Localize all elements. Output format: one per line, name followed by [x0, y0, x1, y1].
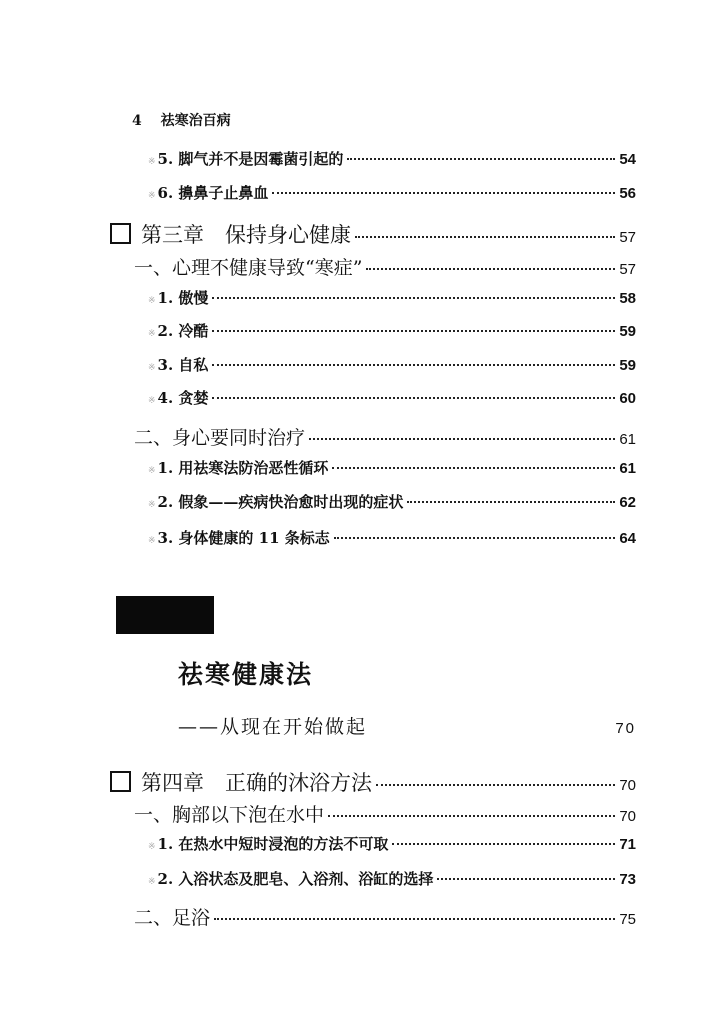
toc-entry-label: 6. 擤鼻子止鼻血 — [157, 184, 269, 202]
toc-page-number: 73 — [619, 871, 636, 888]
dot-leader — [212, 297, 615, 299]
dot-leader — [347, 158, 615, 160]
toc-entry-label: 2. 假象——疾病快治愈时出现的症状 — [157, 493, 404, 511]
toc-section-entry — [134, 800, 636, 827]
toc-entry-label: 1. 傲慢 — [157, 289, 209, 307]
toc-section-entry — [134, 423, 636, 450]
dot-leader — [212, 330, 615, 332]
dot-leader — [212, 397, 615, 399]
toc-section-entry — [134, 253, 636, 280]
toc-entry — [148, 527, 636, 548]
toc-entry-label: 3. 身体健康的 11 条标志 — [157, 529, 330, 547]
toc-section-entry — [134, 903, 636, 930]
toc-entry — [148, 457, 636, 478]
bullet-mark: ※ — [148, 466, 156, 476]
toc-entry-label: 一、胸部以下泡在水中 — [134, 804, 325, 826]
toc-entry-label: 1. 在热水中短时浸泡的方法不可取 — [157, 835, 389, 853]
bullet-mark: ※ — [148, 396, 156, 406]
toc-entry-label: 2. 冷酷 — [157, 322, 209, 340]
running-header — [132, 110, 231, 130]
dot-leader — [437, 878, 615, 880]
bullet-mark: ※ — [148, 191, 156, 201]
toc-page-number: 57 — [619, 229, 636, 246]
header-running-title: 祛寒治百病 — [160, 113, 231, 129]
dot-leader — [334, 537, 616, 539]
toc-entry-label: 4. 贪婪 — [157, 389, 209, 407]
bullet-mark: ※ — [148, 296, 156, 306]
toc-entry-label: 二、身心要同时治疗 — [134, 427, 306, 449]
part-label-block — [116, 596, 214, 634]
dot-leader — [392, 843, 615, 845]
toc-page-number: 57 — [619, 261, 636, 278]
dot-leader — [355, 236, 615, 238]
toc-entry-label: 3. 自私 — [157, 356, 209, 374]
bullet-mark: ※ — [148, 363, 156, 373]
toc-entry — [148, 148, 636, 169]
toc-page-number: 70 — [615, 720, 636, 737]
dot-leader — [332, 467, 615, 469]
checkbox-square-icon — [110, 771, 131, 792]
dot-leader — [328, 815, 615, 817]
bullet-mark: ※ — [148, 329, 156, 339]
toc-page-number: 54 — [619, 151, 636, 168]
dot-leader — [309, 438, 615, 440]
toc-entry — [148, 287, 636, 308]
toc-entry-label: 1. 用祛寒法防治恶性循环 — [157, 459, 329, 477]
dot-leader — [407, 501, 615, 503]
dot-leader — [376, 784, 615, 786]
toc-page-number: 62 — [619, 494, 636, 511]
dot-leader — [366, 268, 615, 270]
dot-leader — [214, 918, 615, 920]
bullet-mark: ※ — [148, 536, 156, 546]
bullet-mark: ※ — [148, 157, 156, 167]
toc-page-number: 60 — [619, 390, 636, 407]
bullet-mark: ※ — [148, 842, 156, 852]
toc-entry — [148, 320, 636, 341]
toc-chapter-entry — [110, 767, 636, 797]
toc-entry-label: 一、心理不健康导致“寒症” — [134, 257, 363, 279]
toc-page-number: 75 — [619, 911, 636, 928]
checkbox-square-icon — [110, 223, 131, 244]
toc-entry-label: 第三章 保持身心健康 — [141, 223, 351, 247]
bullet-mark: ※ — [148, 877, 156, 887]
dot-leader — [212, 364, 615, 366]
toc-entry-label: 2. 入浴状态及肥皂、入浴剂、浴缸的选择 — [157, 870, 434, 888]
toc-entry — [148, 833, 636, 854]
bullet-mark: ※ — [148, 500, 156, 510]
toc-entry-label: 第四章 正确的沐浴方法 — [141, 771, 372, 795]
toc-page-number: 58 — [619, 290, 636, 307]
toc-page-number: 61 — [619, 431, 636, 448]
toc-page-number: 64 — [619, 530, 636, 547]
part-subtitle: ——从现在开始做起 — [178, 716, 368, 738]
toc-entry — [148, 387, 636, 408]
toc-page-number: 59 — [619, 357, 636, 374]
toc-entry — [148, 182, 636, 203]
header-page-number: 4 — [132, 113, 142, 129]
toc-entry-label: 5. 脚气并不是因霉菌引起的 — [157, 150, 344, 168]
toc-entry — [148, 868, 636, 889]
toc-entry — [148, 491, 636, 512]
part-title: 祛寒健康法 — [178, 660, 314, 689]
toc-page-number: 59 — [619, 323, 636, 340]
toc-page-number: 70 — [619, 777, 636, 794]
toc-page-number: 71 — [619, 836, 636, 853]
part-subtitle-entry — [178, 712, 636, 739]
toc-page-number: 61 — [619, 460, 636, 477]
toc-entry-label: 二、足浴 — [134, 907, 211, 929]
toc-entry — [148, 354, 636, 375]
toc-chapter-entry — [110, 219, 636, 249]
toc-page-number: 70 — [619, 808, 636, 825]
dot-leader — [272, 192, 615, 194]
toc-page-number: 56 — [619, 185, 636, 202]
